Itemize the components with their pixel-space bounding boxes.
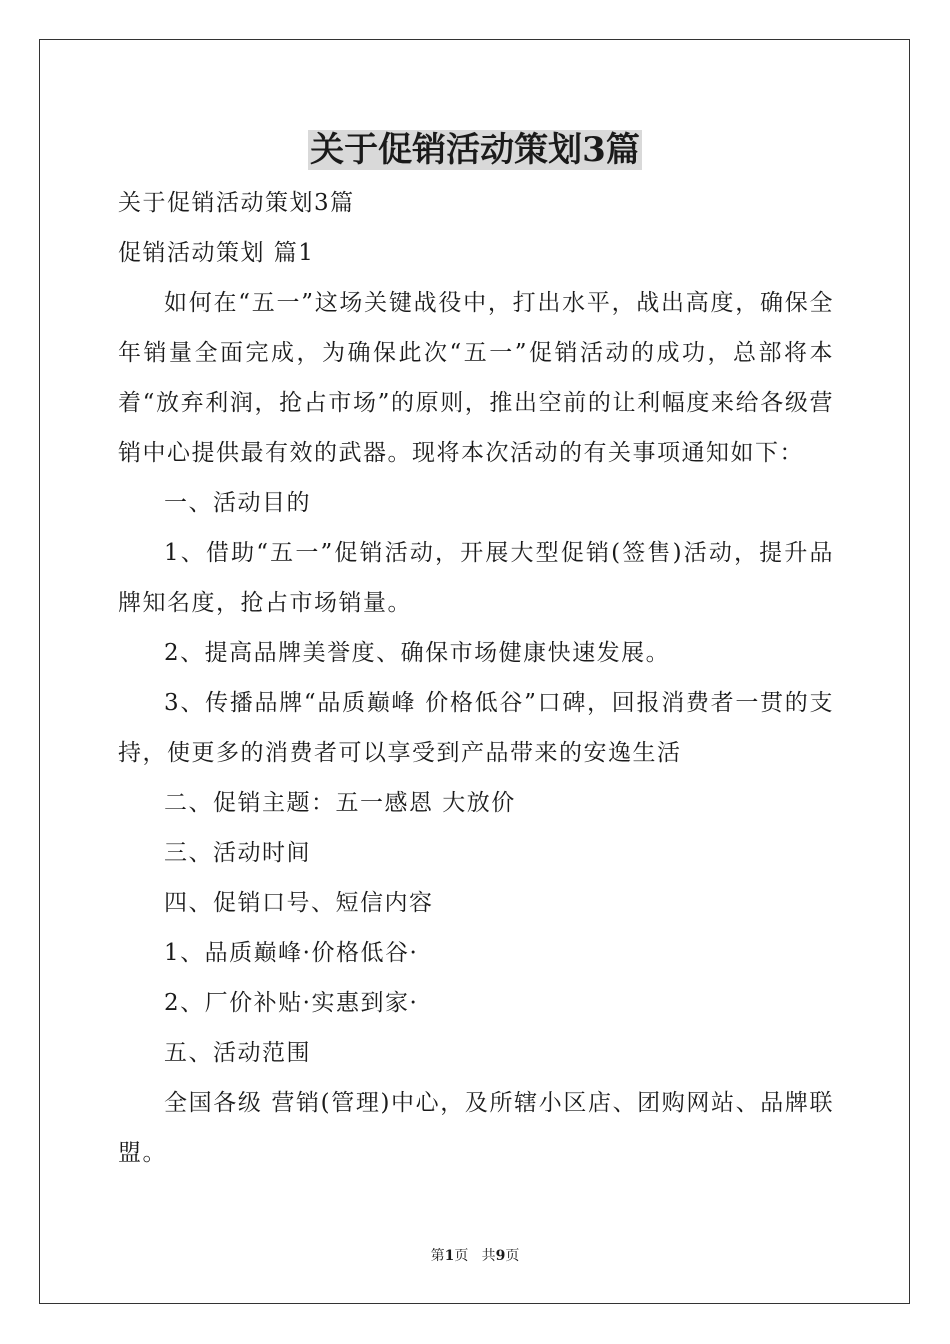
paragraph: 2、提高品牌美誉度、确保市场健康快速发展。 [164, 640, 671, 666]
paragraph: 如何在“五一”这场关键战役中，打出水平，战出高度，确保全年销量全面完成，为确保此次“五一”促销活动的成功，总部将本着“放弃利润，抢占市场”的原则，推出空前的让利幅度来给各级营销中心提供最有效的武器。现将本次活动的有关事项通知如下： [118, 290, 834, 466]
paragraph: 1、品质巅峰·价格低谷· [164, 940, 419, 966]
paragraph: 促销活动策划 篇1 [118, 240, 315, 266]
paragraph: 关于促销活动策划3篇 [118, 190, 355, 216]
total-suffix: 页 [505, 1248, 520, 1264]
page-footer [0, 1246, 950, 1266]
paragraph: 1、借助“五一”促销活动，开展大型促销(签售)活动，提升品牌知名度，抢占市场销量。 [118, 540, 834, 616]
total-prefix: 共 [481, 1248, 496, 1264]
section-heading: 四、促销口号、短信内容 [164, 890, 434, 916]
page-total: 9 [495, 1248, 506, 1264]
section-heading: 五、活动范围 [164, 1040, 311, 1066]
paragraph: 2、厂价补贴·实惠到家· [164, 990, 419, 1016]
page-prefix: 第 [430, 1248, 445, 1264]
document-body [118, 178, 834, 1178]
page-suffix: 页 [454, 1248, 469, 1264]
page-current: 1 [444, 1248, 455, 1264]
section-heading: 一、活动目的 [164, 490, 311, 516]
section-heading: 三、活动时间 [164, 840, 311, 866]
paragraph: 3、传播品牌“品质巅峰 价格低谷”口碑，回报消费者一贯的支持，使更多的消费者可以享受到产品带来的安逸生活 [118, 690, 834, 766]
paragraph: 全国各级 营销(管理)中心，及所辖小区店、团购网站、品牌联盟。 [118, 1090, 834, 1166]
section-heading: 二、促销主题：五一感恩 大放价 [164, 790, 516, 816]
document-title [0, 128, 950, 172]
document-title-text: 关于促销活动策划3篇 [310, 130, 640, 170]
